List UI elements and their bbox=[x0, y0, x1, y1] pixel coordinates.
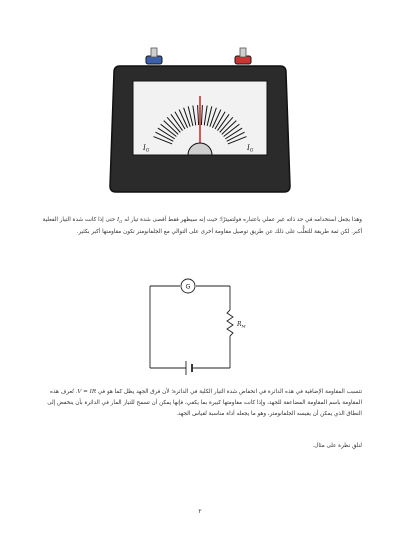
resistor-label: $R_M$ bbox=[237, 321, 246, 329]
circuit-diagram bbox=[140, 270, 260, 382]
galvanometer-label: G bbox=[185, 282, 191, 291]
paragraph-3: لنلقِ نظرة على مثال. bbox=[312, 443, 362, 449]
math-v-ir: V = IR bbox=[77, 389, 97, 395]
meter-right-label: $I_G$ bbox=[247, 144, 254, 154]
meter-left-label: $I_G$ bbox=[143, 144, 150, 154]
galvanometer-illustration bbox=[100, 38, 300, 198]
resistor-symbol bbox=[227, 310, 233, 336]
paragraph-1: وهذا يجعل استخدامه في حد ذاته غير عملي باعتباره فولتميترًا؛ حيث إنه سيظهر فقط أقصى شدة تيار له $I_G$ حتى إذا كانت شدة التيار الفعلية أكبر. لكن ثمة طريقة للتغلُّب على ذلك عن طريق توصيل مقاومة أخرى على التوالي مع الجلفانومتر تكون مقاومتها أكبر بكثير. bbox=[42, 217, 362, 236]
paragraph-2: تتسبب المقاومة الإضافية في هذه الدائرة في انخفاض شدة التيار الكلية في الدائرة؛ لأن فرق الجهد يظل كما هو في V = IR. تُعرف هذه المقاومة باسم المقاومة المضاعفة للجهد، وإذا كانت مقاومتها كبيرة بما يكفي، فإنها يمكن أن تسمح للتيار المار في الدائرة بأن ينخفض إلى النطاق الذي يمكن أن يقيسه الجلفانومتر، وهو ما يجعله أداة مناسبة لقياس الجهد. bbox=[47, 389, 362, 417]
page-number: ٢ bbox=[198, 508, 202, 515]
math-ig: $I_G$ bbox=[117, 217, 123, 225]
